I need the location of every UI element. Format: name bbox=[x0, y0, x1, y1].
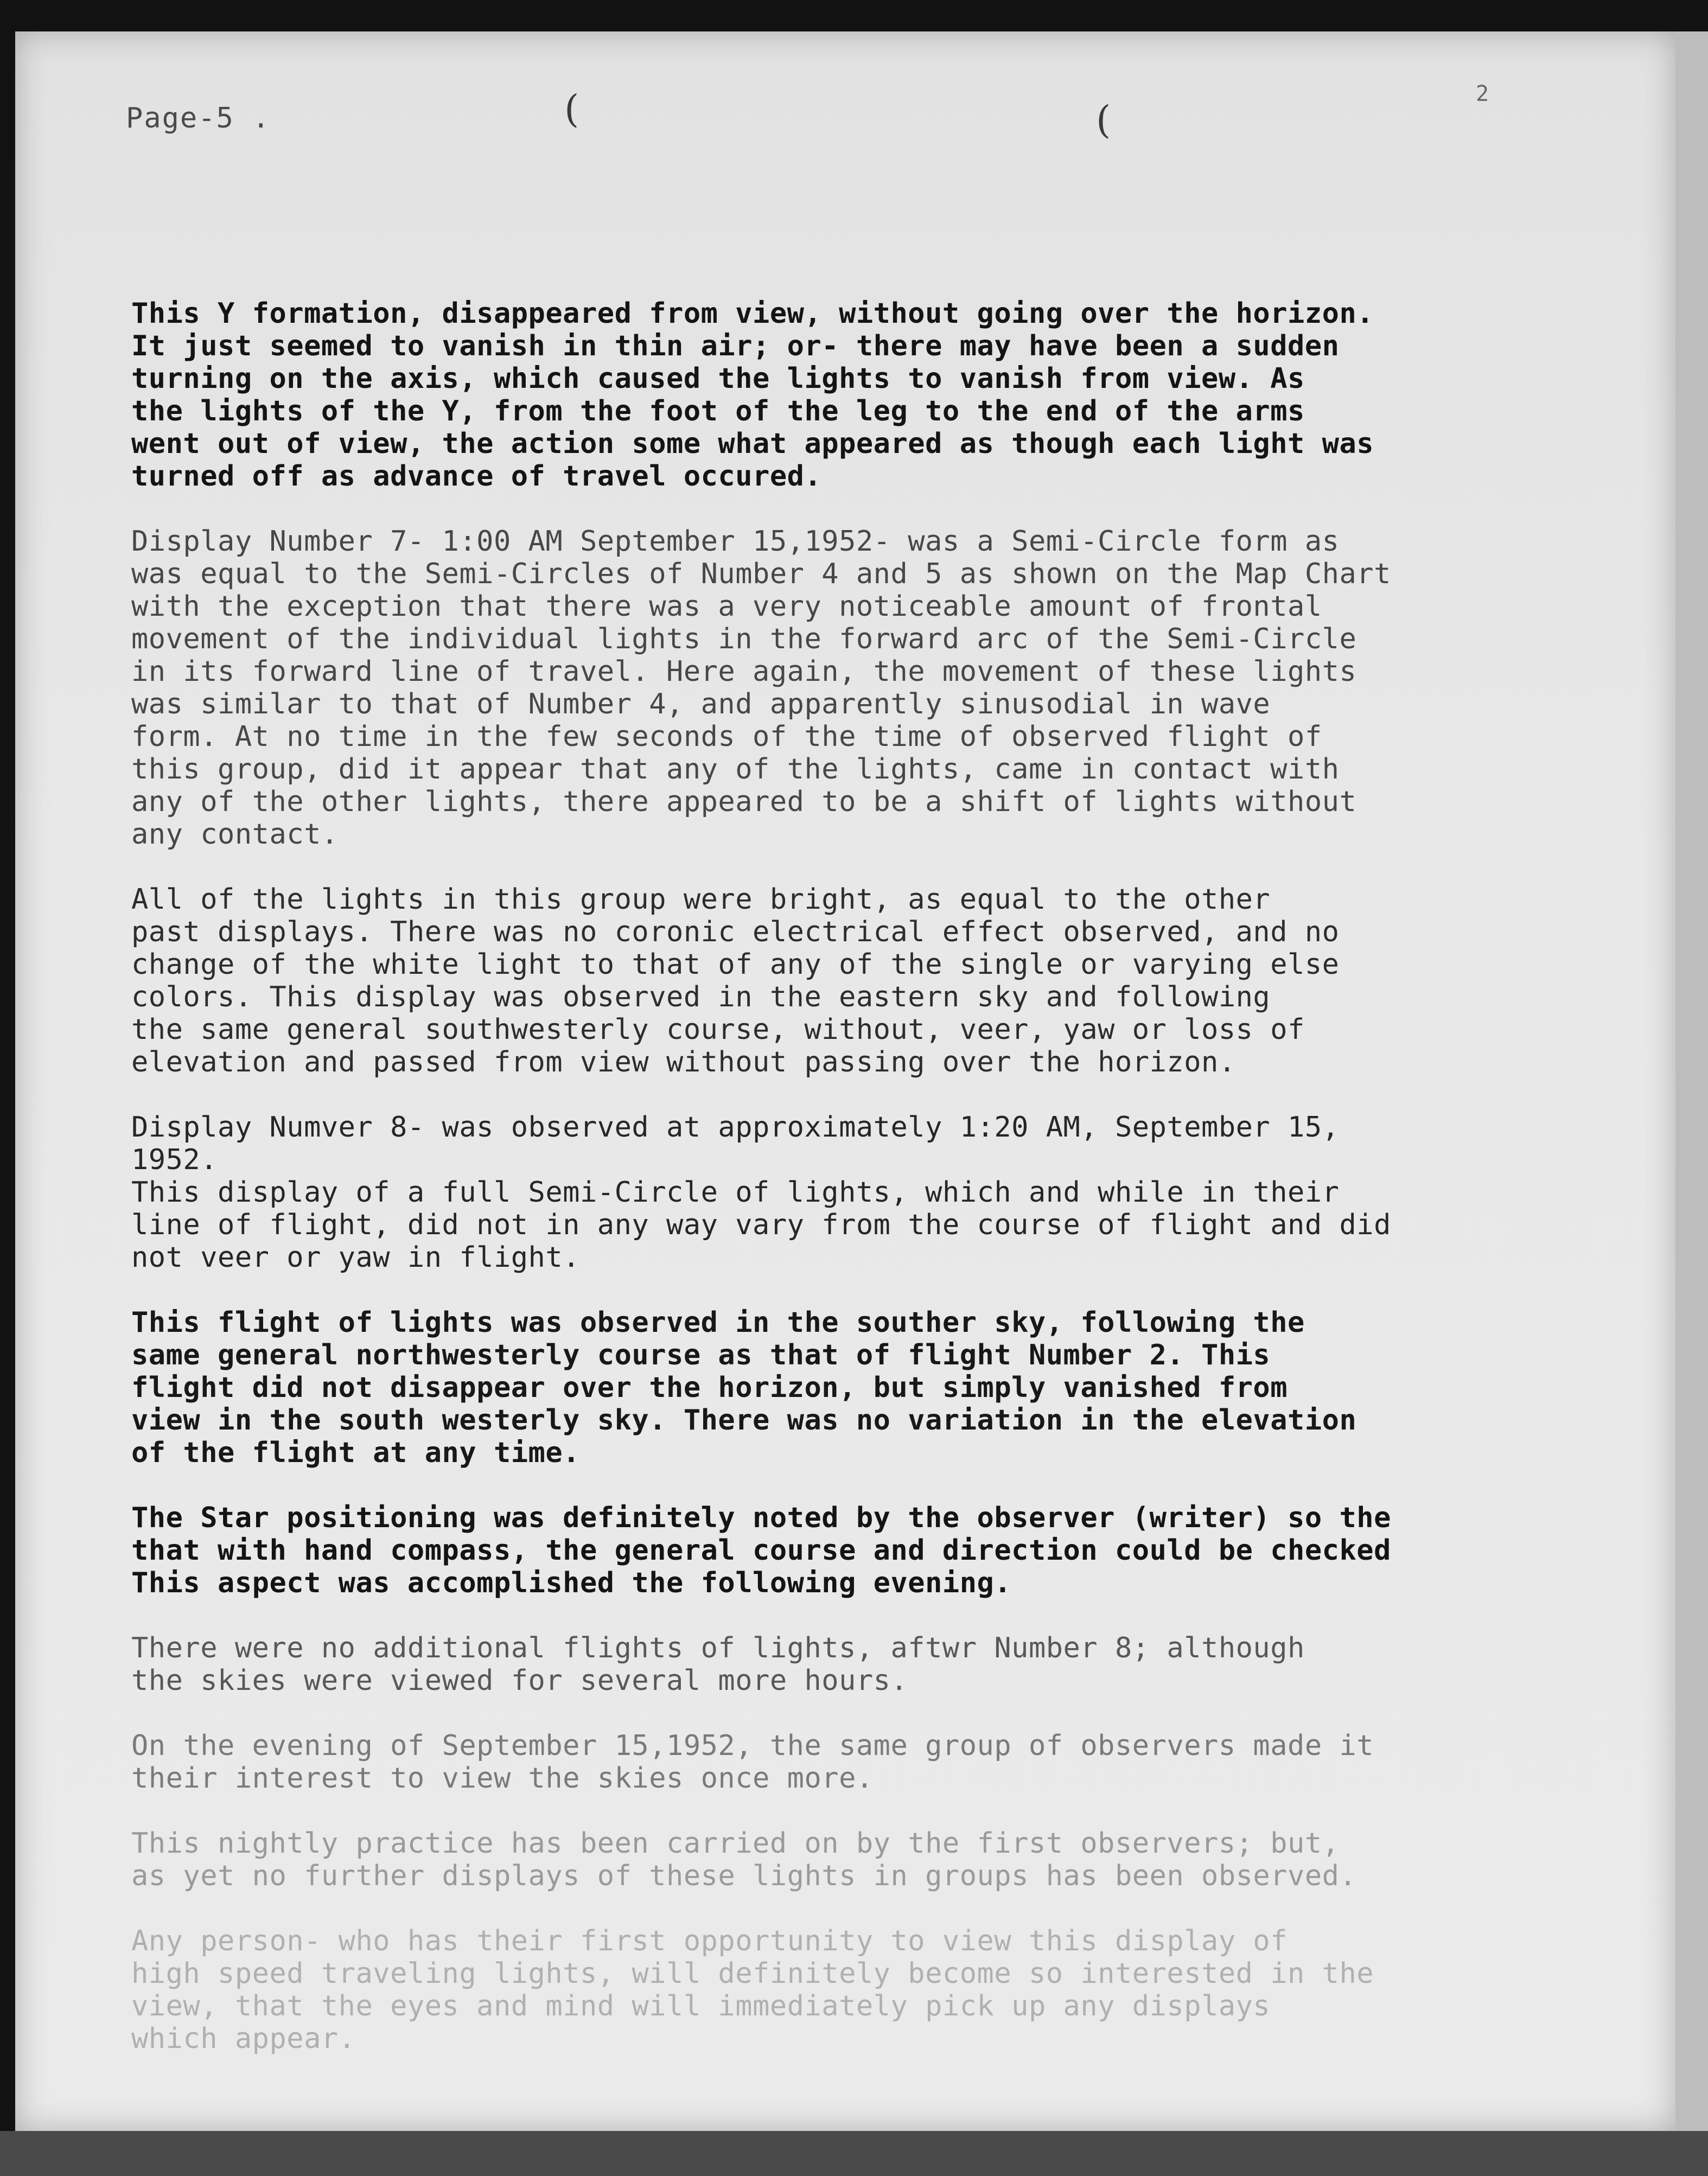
paragraph-souther-sky: This flight of lights was observed in the souther sky, following the same general northwesterly course as that of flight Number 2. This flight did not disappear over the horizon, but simply vanished from view in the south westerly sky. There was no variation in the elevation of the flight at any time. bbox=[131, 1306, 1357, 1469]
paragraph-display-7: Display Number 7- 1:00 AM September 15,1952- was a Semi-Circle form as was equal to the Semi-Circles of Number 4 and 5 as shown on the Map Chart with the exception that there was a very noticeable amount of frontal movement of the individual lights in the forward arc of the Semi-Circle in its forward line of travel. Here again, the movement of these lights was similar to that of Number 4, and apparently sinusodial in wave form. At no time in the few seconds of the time of observed flight of this group, did it appear that any of the lights, came in contact with any of the other lights, there appeared to be a shift of lights without any contact. bbox=[131, 525, 1391, 851]
corner-mark: 2 bbox=[1476, 81, 1489, 106]
punch-mark-left: ( bbox=[564, 87, 579, 131]
punch-mark-right: ( bbox=[1096, 98, 1111, 142]
paragraph-no-additional: There were no additional flights of lights, aftwr Number 8; although the skies were viewed for several more hours. bbox=[131, 1632, 1305, 1697]
paragraph-nightly-practice: This nightly practice has been carried on by the first observers; but, as yet no further displays of these lights in groups has been observed. bbox=[131, 1827, 1357, 1892]
scan-bottom-edge bbox=[0, 2131, 1708, 2176]
paragraph-y-formation: This Y formation, disappeared from view, without going over the horizon. It just seemed to vanish in thin air; or- there may have been a sudden turning on the axis, which caused the lights to vanish from view. As the lights of the Y, from the foot of the leg to the end of the arms went out of view, the action some what appeared as though each light was turned off as advance of travel occured. bbox=[131, 297, 1374, 493]
page-number: Page-5 . bbox=[126, 102, 271, 135]
document-body bbox=[131, 297, 1569, 2088]
paragraph-display-8: Display Numver 8- was observed at approximately 1:20 AM, September 15, 1952. This display of a full Semi-Circle of lights, which and while in their line of flight, did not in any way vary from the course of flight and did not veer or yaw in flight. bbox=[131, 1111, 1391, 1274]
paragraph-any-person: Any person- who has their first opportunity to view this display of high speed traveling lights, will definitely become so interested in the view, that the eyes and mind will immediately pick up any displays which appear. bbox=[131, 1925, 1374, 2055]
paragraph-lights-bright: All of the lights in this group were bright, as equal to the other past displays. There was no coronic electrical effect observed, and no change of the white light to that of any of the single or varying else colors. This display was observed in the eastern sky and following the same general southwesterly course, without, veer, yaw or loss of elevation and passed from view without passing over the horizon. bbox=[131, 883, 1340, 1079]
paragraph-evening-sept-15: On the evening of September 15,1952, the same group of observers made it their interest to view the skies once more. bbox=[131, 1730, 1374, 1795]
paragraph-star-positioning: The Star positioning was definitely noted by the observer (writer) so the that with hand compass, the general course and direction could be checked This aspect was accomplished the following evening. bbox=[131, 1502, 1391, 1599]
page-edge bbox=[1675, 31, 1708, 2176]
